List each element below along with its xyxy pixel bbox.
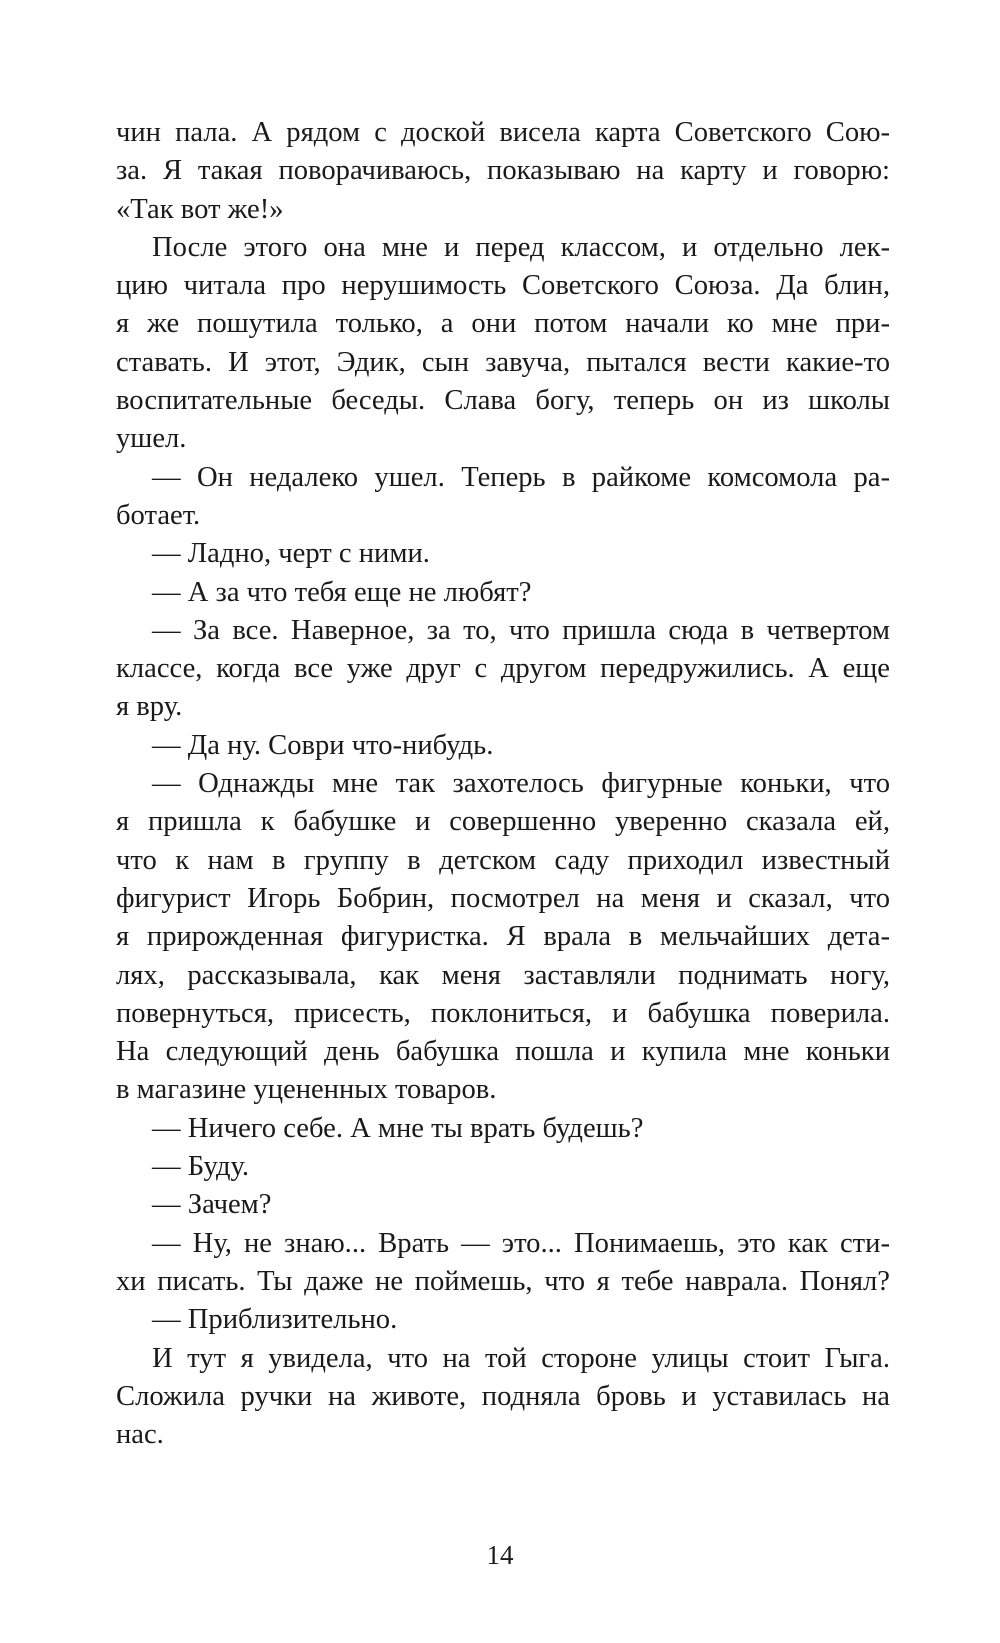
text-line: — Он недалеко ушел. Теперь в райкоме комсомола ра- bbox=[152, 461, 890, 493]
text-line: чин пала. А рядом с доской висела карта Советского Сою- bbox=[116, 117, 890, 148]
text-line: я же пошутила только, а они потом начали ко мне при- bbox=[116, 308, 890, 340]
text-line: — Приблизительно. bbox=[152, 1304, 398, 1336]
text-line: — Ну, не знаю... Врать — это... Понимаешь, это как сти- bbox=[152, 1227, 890, 1259]
text-line: — За все. Наверное, за то, что пришла сюда в четвертом bbox=[152, 614, 890, 646]
text-line: за. Я такая поворачиваюсь, показываю на карту и говорю: bbox=[116, 155, 890, 187]
text-line: Сложила ручки на животе, подняла бровь и уставилась на bbox=[116, 1380, 890, 1412]
text-line: я прирожденная фигуристка. Я врала в мельчайших дета- bbox=[116, 921, 890, 953]
text-line: ушел. bbox=[116, 423, 187, 455]
text-line: что к нам в группу в детском саду приходил известный bbox=[116, 844, 890, 876]
text-line: «Так вот же!» bbox=[116, 193, 284, 225]
text-line: — Ладно, черт с ними. bbox=[152, 538, 430, 570]
text-line: классе, когда все уже друг с другом передружились. А еще bbox=[116, 653, 890, 685]
page-number: 14 bbox=[486, 1540, 514, 1570]
text-line: хи писать. Ты даже не поймешь, что я тебе наврала. Понял? bbox=[116, 1265, 890, 1297]
text-line: в магазине уцененных товаров. bbox=[116, 1074, 497, 1106]
text-line: На следующий день бабушка пошла и купила мне коньки bbox=[116, 1036, 890, 1068]
text-line: фигурист Игорь Бобрин, посмотрел на меня и сказал, что bbox=[116, 882, 890, 914]
text-line: ботает. bbox=[116, 499, 201, 531]
text-line: — Ничего себе. А мне ты врать будешь? bbox=[152, 1112, 644, 1144]
text-line: — Однажды мне так захотелось фигурные коньки, что bbox=[152, 768, 890, 800]
text-line: — Буду. bbox=[152, 1151, 250, 1183]
text-line: цию читала про нерушимость Советского Союза. Да блин, bbox=[116, 270, 890, 302]
text-line: лях, рассказывала, как меня заставляли поднимать ногу, bbox=[116, 959, 890, 991]
text-line: И тут я увидела, что на той стороне улицы стоит Гыга. bbox=[152, 1342, 890, 1374]
text-line: я пришла к бабушке и совершенно уверенно сказала ей, bbox=[116, 806, 890, 838]
text-line: — А за что тебя еще не любят? bbox=[152, 576, 532, 608]
text-line: воспитательные беседы. Слава богу, теперь он из школы bbox=[116, 385, 890, 417]
text-line: — Зачем? bbox=[152, 1189, 272, 1221]
text-line: повернуться, присесть, поклониться, и бабушка поверила. bbox=[116, 997, 890, 1029]
body-text bbox=[116, 114, 890, 1454]
text-line: я вру. bbox=[116, 691, 183, 723]
text-line: После этого она мне и перед классом, и отдельно лек- bbox=[152, 231, 890, 263]
text-line: ставать. И этот, Эдик, сын завуча, пытался вести какие-то bbox=[116, 346, 890, 378]
text-line: нас. bbox=[116, 1419, 164, 1451]
text-line: — Да ну. Соври что-нибудь. bbox=[152, 729, 494, 761]
